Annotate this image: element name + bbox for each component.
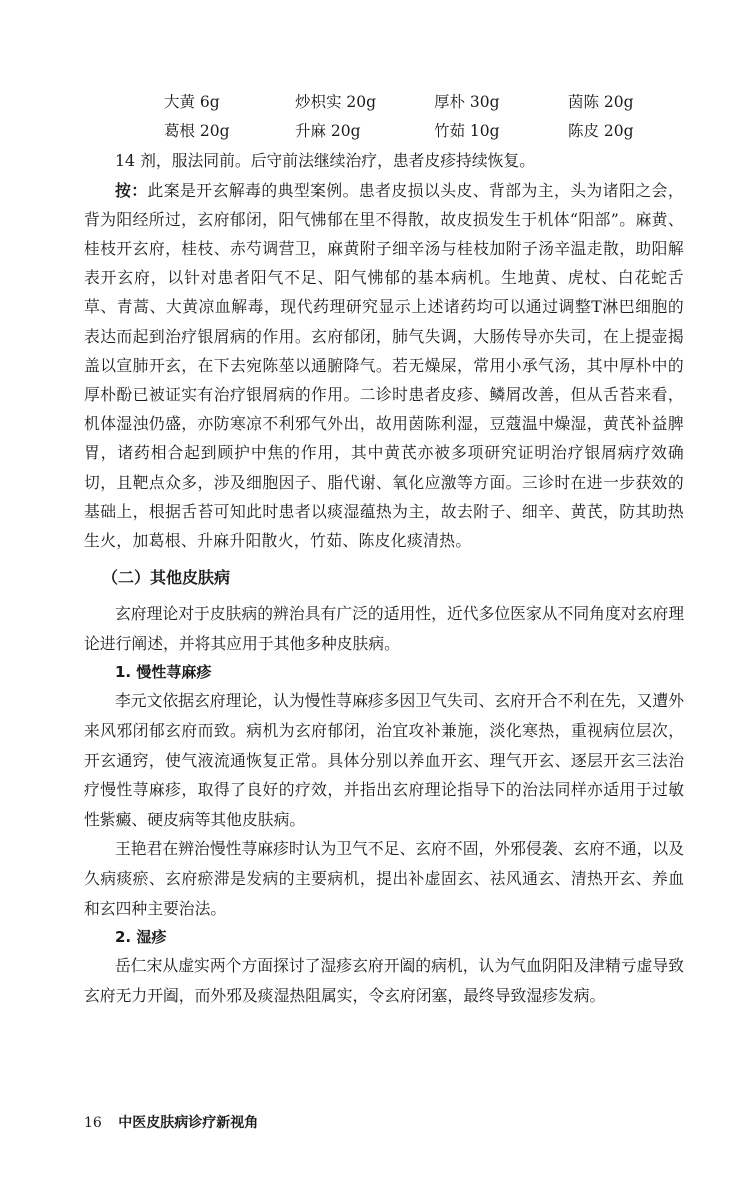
herb-item: 炒枳实 20g (295, 93, 377, 111)
herb-item: 大黄 6g (164, 93, 220, 111)
page-footer (84, 1112, 258, 1132)
herb-item: 竹茹 10g (434, 122, 500, 140)
herb-list (164, 88, 684, 146)
herb-item: 升麻 20g (295, 122, 361, 140)
paragraph: 王艳君在辨治慢性荨麻疹时认为卫气不足、玄府不固，外邪侵袭、玄府不通，以及久病痰瘀、玄府瘀滞是发病的主要病机，提出补虚固玄、祛风通玄、清热开玄、养血和玄四种主要治法。 (84, 839, 684, 918)
paragraph: 岳仁宋从虚实两个方面探讨了湿疹玄府开阖的病机，认为气血阴阳及津精亏虚导致玄府无力开阖，而外邪及痰湿热阻属实，令玄府闭塞，最终导致湿疹发病。 (84, 956, 684, 1005)
intro-line: 14 剂，服法同前。后守前法继续治疗，患者皮疹持续恢复。 (115, 151, 536, 170)
page-content (84, 88, 684, 1010)
subsection-title-eczema: 2. 湿疹 (115, 928, 167, 947)
herb-item: 陈皮 20g (568, 122, 634, 140)
book-title: 中医皮肤病诊疗新视角 (118, 1115, 259, 1131)
herb-item: 茵陈 20g (568, 93, 634, 111)
note-text: 此案是开玄解毒的典型案例。患者皮损以头皮、背部为主，头为诸阳之会，背为阳经所过，玄府郁闭，阳气怫郁在里不得散，故皮损发生于机体“阳部”。麻黄、桂枝开玄府，桂枝、赤芍调营卫，麻黄附子细辛汤与桂枝加附子汤辛温走散，助阳解表开玄府，以针对患者阳气不足、阳气怫郁的基本病机。生地黄、虎杖、白花蛇舌草、青蒿、大黄凉血解毒，现代药理研究显示上述诸药均可以通过调整T淋巴细胞的表达而起到治疗银屑病的作用。玄府郁闭，肺气失调，大肠传导亦失司，在上提壶揭盖以宣肺开玄，在下去宛陈莝以通腑降气。若无燥屎，常用小承气汤，其中厚朴中的厚朴酚已被证实有治疗银屑病的作用。二诊时患者皮疹、鳞屑改善，但从舌苔来看，机体湿浊仍盛，亦防寒凉不利邪气外出，故用茵陈利湿，豆蔻温中燥湿，黄芪补益脾胃，诸药相合起到顾护中焦的作用，其中黄芪亦被多项研究证明治疗银屑病疗效确切，且靶点众多，涉及细胞因子、脂代谢、氧化应激等方面。三诊时在进一步获效的基础上，根据舌苔可知此时患者以痰湿蕴热为主，故去附子、细辛、黄芪，防其助热生火，加葛根、升麻升阳散火，竹茹、陈皮化痰清热。 (84, 180, 684, 551)
section-intro: 玄府理论对于皮肤病的辨治具有广泛的适用性，近代多位医家从不同角度对玄府理论进行阐述，并将其应用于其他多种皮肤病。 (84, 604, 684, 653)
paragraph: 李元文依据玄府理论，认为慢性荨麻疹多因卫气失司、玄府开合不利在先，又遭外来风邪闭郁玄府而致。病机为玄府郁闭，治宜攻补兼施，淡化寒热，重视病位层次，开玄通窍，使气液流通恢复正常。具体分别以养血开玄、理气开玄、逐层开玄三法治疗慢性荨麻疹，取得了良好的疗效，并指出玄府理论指导下的治法同样亦适用于过敏性紫癜、硬皮病等其他皮肤病。 (84, 691, 684, 829)
note-label: 按： (115, 180, 148, 200)
herb-item: 厚朴 30g (434, 93, 500, 111)
subsection-title-urticaria: 1. 慢性荨麻疹 (115, 663, 212, 682)
case-note (84, 176, 684, 556)
herb-item: 葛根 20g (164, 122, 230, 140)
section-title: （二）其他皮肤病 (102, 568, 231, 588)
page-number: 16 (84, 1115, 102, 1131)
